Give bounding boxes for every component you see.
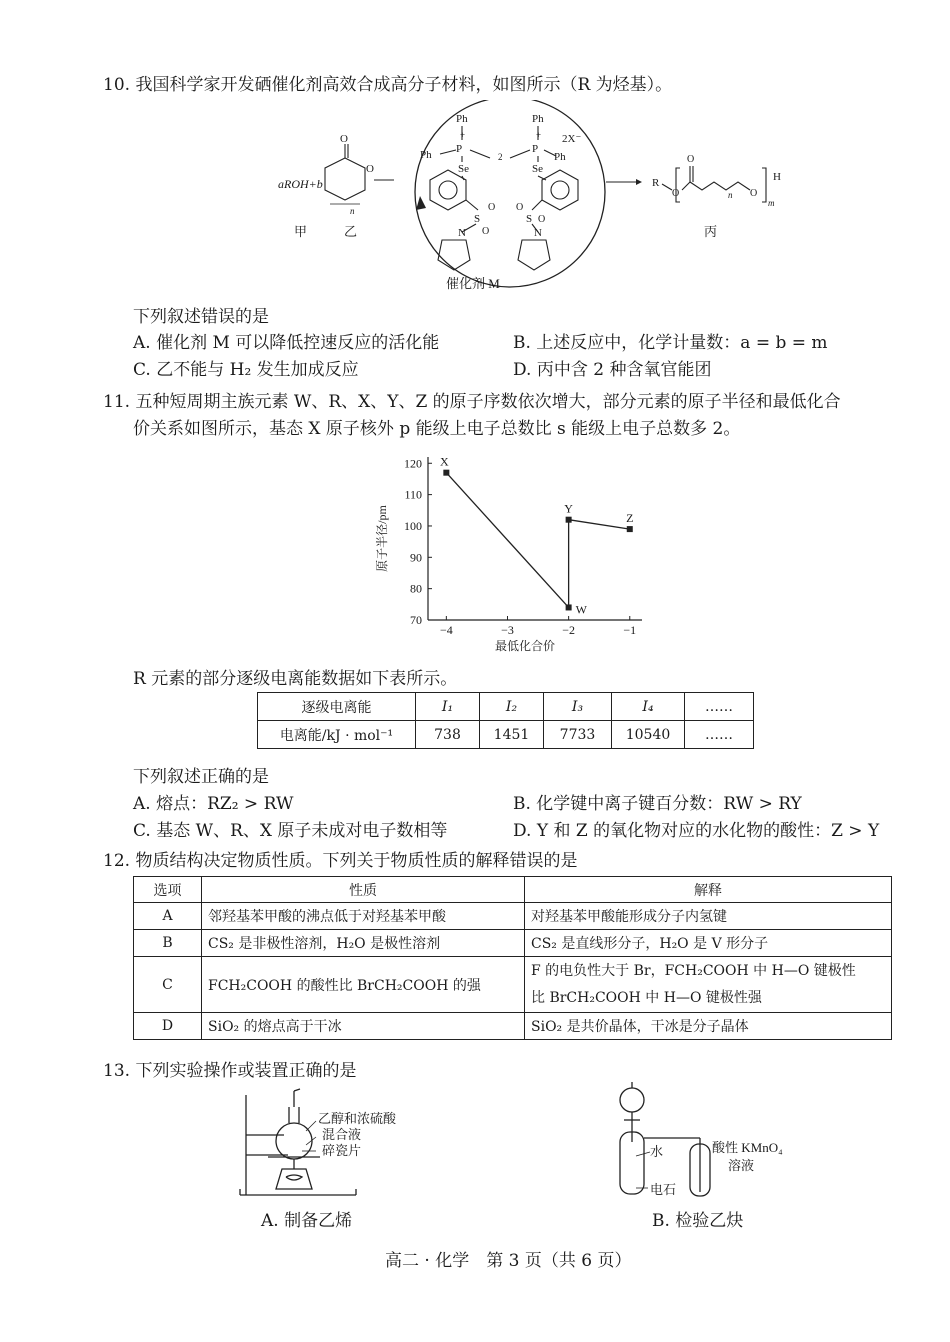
y-tick-label: 80 (410, 581, 422, 596)
chart-xlabel: 最低化合价 (494, 639, 556, 653)
page-footer: 高二 · 化学 第 3 页（共 6 页） (385, 1251, 632, 1271)
q11-option-a[interactable]: A. 熔点：RZ₂ > RW (133, 794, 294, 814)
polymer-h: H (773, 171, 781, 183)
table-cell: I₂ (480, 693, 544, 721)
table-cell: 逐级电离能 (258, 693, 416, 721)
q11-stem-line2: 价关系如图所示，基态 X 原子核外 p 能级上电子总数比 s 能级上电子总数多 2。 (133, 419, 741, 439)
q10-option-b[interactable]: B. 上述反应中，化学计量数：a = b = m (513, 333, 828, 353)
q10-reaction-scheme (270, 100, 790, 295)
q10-prompt: 下列叙述错误的是 (133, 307, 269, 327)
plus-1: + (460, 130, 466, 140)
point-label-w: W (575, 602, 587, 617)
point-label-y: Y (564, 501, 573, 516)
lactone-ring-o: O (366, 163, 374, 175)
table-cell: I₃ (544, 693, 612, 721)
b-label-carbide: 电石 (650, 1182, 677, 1197)
a-label-chips: 碎瓷片 (322, 1143, 362, 1158)
table-cell: 1451 (480, 721, 544, 749)
point-label-z: Z (626, 511, 634, 526)
b-label-water: 水 (650, 1144, 664, 1159)
lactone-structure (325, 144, 365, 204)
caption-a[interactable]: A. 制备乙烯 (261, 1211, 353, 1231)
a-label-mixture: 混合液 (322, 1127, 362, 1142)
table-cell: CS₂ 是非极性溶剂，H₂O 是极性溶剂 (202, 930, 525, 957)
q11-prompt: 下列叙述正确的是 (133, 767, 269, 787)
catalyst-label: 催化剂 M (446, 276, 500, 291)
label-bing: 丙 (704, 224, 718, 239)
y-tick-label: 70 (410, 613, 422, 627)
b-label-kmno4: 酸性 KMnO₄ (712, 1140, 783, 1155)
q11-option-b[interactable]: B. 化学键中离子键百分数：RW > RY (513, 794, 802, 814)
s-1: S (474, 213, 481, 225)
x-tick-label: −4 (439, 623, 453, 637)
q11-option-d[interactable]: D. Y 和 Z 的氧化物对应的水化物的酸性：Z > Y (513, 821, 880, 841)
series-line (446, 473, 568, 608)
data-point-x (443, 470, 449, 476)
chart-axes (404, 456, 642, 637)
chart-ylabel: 原子半径/pm (375, 505, 389, 572)
label-yi: 乙 (344, 224, 358, 239)
ph-4: Ph (554, 151, 566, 163)
y-tick-label: 120 (404, 456, 422, 471)
table-cell: 10540 (612, 721, 685, 749)
table-header: 解释 (525, 877, 892, 903)
a-label-reagent: 乙醇和浓硫酸 (318, 1111, 397, 1126)
x-tick-label: −2 (562, 623, 576, 637)
plus-2: + (536, 130, 542, 140)
polymer-r: R (652, 177, 660, 189)
polymer-co: O (687, 154, 695, 165)
label-jia: 甲 (294, 224, 308, 239)
y-tick-label: 90 (410, 550, 422, 565)
x-tick-label: −1 (623, 623, 637, 637)
x-tick-label: −3 (501, 623, 514, 637)
catalyst-bonds (430, 126, 578, 270)
so-1a: O (488, 202, 496, 213)
series-line (569, 520, 630, 529)
lactone-n: n (350, 206, 355, 216)
table-cell: …… (685, 693, 754, 721)
apparatus-a (236, 1085, 426, 1205)
se-2: Se (532, 163, 543, 175)
reactant-label: aROH+b (278, 177, 323, 191)
chart-points (440, 455, 633, 617)
so-1b: O (482, 226, 490, 237)
table-cell: D (134, 1013, 202, 1040)
table-cell: SiO₂ 是共价晶体，干冰是分子晶体 (525, 1013, 892, 1040)
table-cell (525, 957, 892, 1013)
table-row (134, 903, 892, 930)
table-header: 性质 (202, 877, 525, 903)
q10-stem: 10. 我国科学家开发硒催化剂高效合成高分子材料，如图所示（R 为烃基）。 (103, 75, 673, 95)
chain-sub: 2 (498, 152, 503, 162)
q10-option-a[interactable]: A. 催化剂 M 可以降低控速反应的活化能 (133, 333, 440, 353)
p-1: P (456, 143, 463, 155)
table-cell: I₄ (612, 693, 685, 721)
polymer-o2: O (750, 188, 758, 199)
data-point-z (627, 526, 633, 532)
table-cell: 电离能/kJ · mol⁻¹ (258, 721, 416, 749)
anion-label: 2X⁻ (562, 133, 582, 145)
data-point-y (566, 517, 572, 523)
ph-3: Ph (420, 149, 432, 161)
table-header: 选项 (134, 877, 202, 903)
y-tick-label: 110 (404, 487, 422, 502)
q11-stem-line1: 11. 五种短周期主族元素 W、R、X、Y、Z 的原子序数依次增大，部分元素的原子半径和最低化合 (103, 392, 841, 412)
chart-lines (446, 473, 629, 608)
q11-option-c[interactable]: C. 基态 W、R、X 原子未成对电子数相等 (133, 821, 448, 841)
table-row (258, 693, 754, 721)
lactone-carbonyl-o: O (340, 133, 348, 145)
polymer-o1: O (672, 188, 680, 199)
b-label-solution: 溶液 (728, 1158, 755, 1173)
table-cell: 7733 (544, 721, 612, 749)
q10-option-c[interactable]: C. 乙不能与 H₂ 发生加成反应 (133, 360, 359, 380)
table-cell: …… (685, 721, 754, 749)
n-1: N (458, 227, 466, 239)
table-cell: 738 (416, 721, 480, 749)
q12-stem: 12. 物质结构决定物质性质。下列关于物质性质的解释错误的是 (103, 851, 578, 871)
table-cell: CS₂ 是直线形分子，H₂O 是 V 形分子 (525, 930, 892, 957)
ph-1: Ph (456, 113, 468, 125)
n-2: N (534, 227, 542, 239)
table-cell: 邻羟基苯甲酸的沸点低于对羟基苯甲酸 (202, 903, 525, 930)
cell-line: 比 BrCH₂COOH 中 H—O 键极性强 (531, 989, 762, 1006)
table-cell: 对羟基苯甲酸能形成分子内氢键 (525, 903, 892, 930)
y-tick-label: 100 (404, 518, 422, 533)
table-cell: FCH₂COOH 的酸性比 BrCH₂COOH 的强 (202, 957, 525, 1013)
table-row (134, 957, 892, 1013)
so-2b: O (538, 214, 546, 225)
cycle-arrowhead (416, 196, 426, 210)
caption-b[interactable]: B. 检验乙炔 (652, 1211, 744, 1231)
q12-table (133, 876, 892, 1040)
table-cell: C (134, 957, 202, 1013)
radius-chart (370, 445, 670, 660)
table-row (134, 877, 892, 903)
polymer-n: n (728, 190, 733, 200)
table-cell: B (134, 930, 202, 957)
s-2: S (526, 213, 533, 225)
cell-line: F 的电负性大于 Br，FCH₂COOH 中 H—O 键极性 (531, 962, 856, 979)
q11-table-intro: R 元素的部分逐级电离能数据如下表所示。 (133, 669, 458, 689)
polymer-m: m (768, 198, 775, 208)
table-cell: I₁ (416, 693, 480, 721)
table-cell: SiO₂ 的熔点高于干冰 (202, 1013, 525, 1040)
so-2a: O (516, 202, 524, 213)
apparatus-b (600, 1080, 800, 1205)
q10-option-d[interactable]: D. 丙中含 2 种含氧官能团 (513, 360, 712, 380)
point-label-x: X (440, 454, 449, 469)
product-arrowhead (636, 179, 642, 185)
ionization-energy-table (257, 692, 754, 749)
catalyst-cycle (415, 100, 605, 287)
p-2: P (532, 143, 539, 155)
table-cell: A (134, 903, 202, 930)
data-point-w (566, 604, 572, 610)
table-row (258, 721, 754, 749)
table-row (134, 1013, 892, 1040)
q13-stem: 13. 下列实验操作或装置正确的是 (103, 1061, 357, 1081)
ph-2: Ph (532, 113, 544, 125)
se-1: Se (458, 163, 469, 175)
table-row (134, 930, 892, 957)
